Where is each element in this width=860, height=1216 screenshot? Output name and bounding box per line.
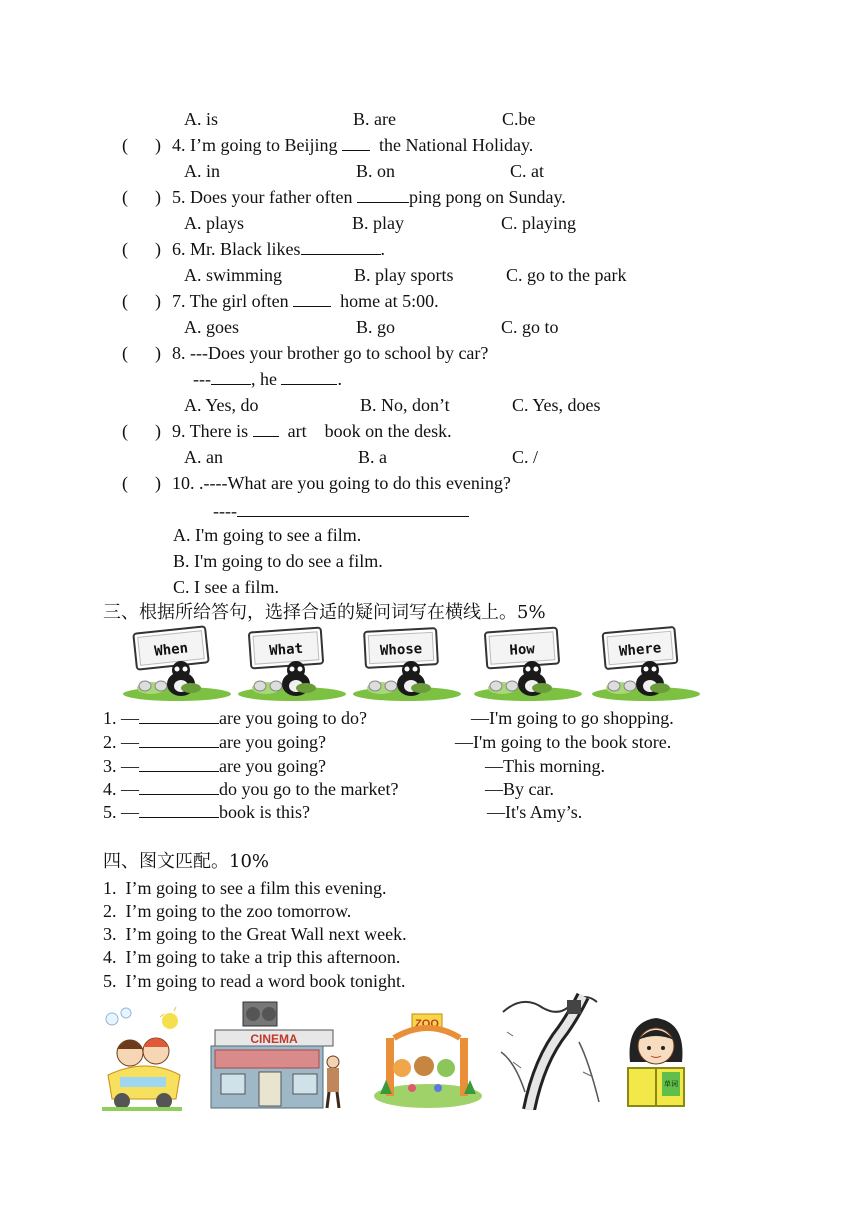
row-number: 2. — — [103, 732, 139, 752]
q8-ans-c: . — [337, 369, 342, 389]
q9-paren[interactable]: ( ) — [122, 421, 161, 441]
q6-text-a: 6. Mr. Black likes — [172, 239, 301, 259]
q7-option-c: C. go to — [501, 317, 559, 337]
q4-text-b: the National Holiday. — [370, 135, 534, 155]
sign-word: Whose — [379, 640, 423, 660]
answer-blank[interactable] — [139, 731, 219, 748]
row-question: book is this? — [219, 802, 311, 822]
q3-option-a: A. is — [184, 109, 219, 129]
part3-answer-3: —This morning. — [485, 756, 605, 776]
row-number: 3. — — [103, 756, 139, 776]
cinema-sign-text: CINEMA — [250, 1032, 298, 1046]
row-number: 4. — — [103, 779, 139, 799]
q10-option-c: C. I see a film. — [173, 577, 279, 597]
q6-text — [172, 238, 385, 260]
q10-ans-prefix: ---- — [213, 501, 237, 521]
sign-where — [590, 622, 702, 702]
part4-heading: 四、图文匹配。10% — [103, 851, 270, 872]
part4-item-4: 4. I’m going to take a trip this afternoon. — [103, 947, 401, 967]
q9-text-a: 9. There is — [172, 421, 253, 441]
sign-when — [121, 622, 233, 702]
row-number: 1. — — [103, 708, 139, 728]
q5-option-b: B. play — [352, 213, 404, 233]
q5-blank[interactable] — [357, 186, 409, 203]
q6-paren[interactable]: ( ) — [122, 239, 161, 259]
zoo-sign-text: ZOO — [415, 1018, 439, 1030]
q6-option-b: B. play sports — [354, 265, 454, 285]
cinema-picture — [209, 1000, 345, 1110]
q5-paren[interactable]: ( ) — [122, 187, 161, 207]
sign-word: How — [508, 641, 536, 659]
q4-option-c: C. at — [510, 161, 544, 181]
q8-option-b: B. No, don’t — [360, 395, 450, 415]
q5-text-b: ping pong on Sunday. — [408, 187, 566, 207]
q5-text — [172, 186, 566, 208]
q5-option-a: A. plays — [184, 213, 244, 233]
q10-option-a: A. I'm going to see a film. — [173, 525, 362, 545]
part3-row-3 — [103, 755, 326, 777]
q7-text-a: 7. The girl often — [172, 291, 294, 311]
q8-option-c: C. Yes, does — [512, 395, 601, 415]
q9-option-c: C. / — [512, 447, 539, 467]
row-question: are you going to do? — [219, 708, 367, 728]
book-cover-text: 单词 — [664, 1080, 678, 1088]
q10-blank[interactable] — [237, 500, 469, 517]
part3-answer-2: —I'm going to the book store. — [455, 732, 672, 752]
q3-option-b: B. are — [353, 109, 396, 129]
q5-option-c: C. playing — [501, 213, 576, 233]
q8-ans-a: --- — [193, 369, 211, 389]
q10-paren[interactable]: ( ) — [122, 473, 161, 493]
q9-text — [172, 420, 452, 442]
q8-blank-2[interactable] — [281, 368, 337, 385]
q4-paren[interactable]: ( ) — [122, 135, 161, 155]
q6-blank[interactable] — [301, 238, 381, 255]
word-book-girl-picture — [620, 1010, 692, 1110]
answer-blank[interactable] — [139, 778, 219, 795]
answer-blank[interactable] — [139, 755, 219, 772]
sign-whose — [351, 622, 463, 702]
q7-paren[interactable]: ( ) — [122, 291, 161, 311]
trip-car-picture — [100, 1005, 184, 1111]
q7-blank[interactable] — [293, 290, 331, 307]
q7-text — [172, 290, 439, 312]
q4-option-a: A. in — [184, 161, 220, 181]
q3-option-c: C.be — [502, 109, 536, 129]
q4-blank[interactable] — [342, 134, 370, 151]
part3-answer-4: —By car. — [485, 779, 554, 799]
q9-option-a: A. an — [184, 447, 223, 467]
q10-answer-line — [213, 500, 469, 522]
q8-answer-line — [193, 368, 342, 390]
q8-blank-1[interactable] — [211, 368, 251, 385]
part4-item-5: 5. I’m going to read a word book tonight. — [103, 971, 406, 991]
q6-option-c: C. go to the park — [506, 265, 627, 285]
sign-word: When — [153, 640, 189, 660]
sign-how — [472, 622, 584, 702]
part4-item-1: 1. I’m going to see a film this evening. — [103, 878, 387, 898]
sign-word: Where — [618, 640, 662, 660]
answer-blank[interactable] — [139, 707, 219, 724]
part3-heading: 三、根据所给答句，选择合适的疑问词写在横线上。5% — [103, 602, 546, 623]
part4-item-3: 3. I’m going to the Great Wall next week. — [103, 924, 407, 944]
q5-text-a: 5. Does your father often — [172, 187, 357, 207]
part3-row-1 — [103, 707, 367, 729]
part3-answer-5: —It's Amy’s. — [487, 802, 583, 822]
row-question: are you going? — [219, 732, 326, 752]
q4-text — [172, 134, 533, 156]
part3-row-5 — [103, 801, 310, 823]
q8-option-a: A. Yes, do — [184, 395, 259, 415]
q7-option-a: A. goes — [184, 317, 239, 337]
q4-option-b: B. on — [356, 161, 396, 181]
q6-text-b: . — [380, 239, 385, 259]
part3-row-2 — [103, 731, 326, 753]
q9-text-b: art book on the desk. — [278, 421, 452, 441]
q7-text-b: home at 5:00. — [331, 291, 439, 311]
row-number: 5. — — [103, 802, 139, 822]
row-question: do you go to the market? — [219, 779, 399, 799]
q10-text: 10. .----What are you going to do this evening? — [172, 473, 511, 493]
row-question: are you going? — [219, 756, 326, 776]
answer-blank[interactable] — [139, 801, 219, 818]
part3-row-4 — [103, 778, 398, 800]
q8-ans-b: , he — [250, 369, 282, 389]
sign-word: What — [268, 640, 304, 660]
zoo-picture — [372, 1008, 484, 1110]
q8-paren[interactable]: ( ) — [122, 343, 161, 363]
q10-option-b: B. I'm going to do see a film. — [173, 551, 383, 571]
great-wall-picture — [499, 992, 601, 1110]
sign-what — [236, 622, 348, 702]
q8-text: 8. ---Does your brother go to school by car? — [172, 343, 489, 363]
part4-item-2: 2. I’m going to the zoo tomorrow. — [103, 901, 352, 921]
q6-option-a: A. swimming — [184, 265, 283, 285]
part3-answer-1: —I'm going to go shopping. — [471, 708, 674, 728]
q9-blank[interactable] — [253, 420, 279, 437]
q9-option-b: B. a — [358, 447, 387, 467]
q7-option-b: B. go — [356, 317, 396, 337]
q4-text-a: 4. I’m going to Beijing — [172, 135, 342, 155]
